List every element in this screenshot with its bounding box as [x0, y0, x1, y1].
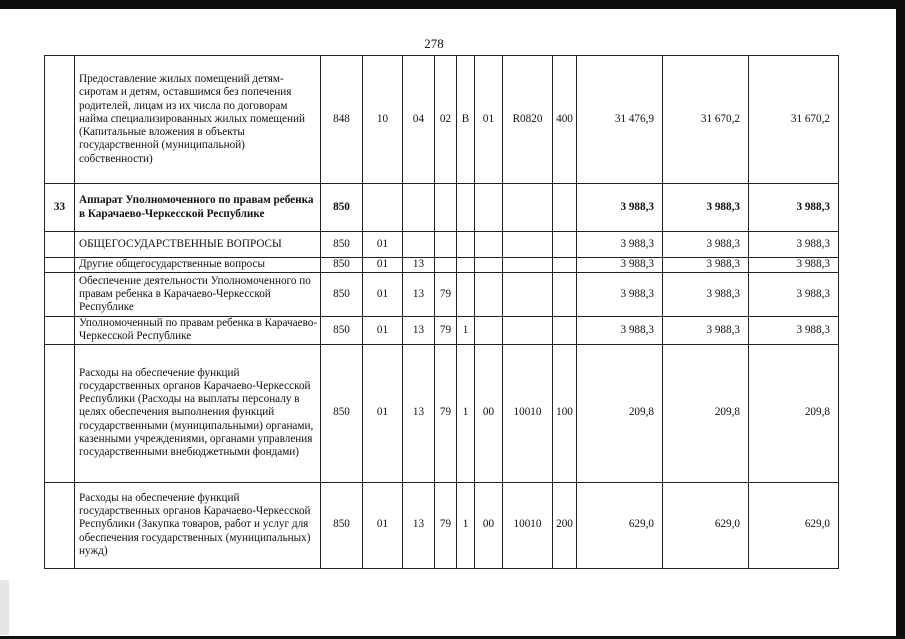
amount-year1-cell: 3 988,3 [577, 184, 663, 232]
budget-table [44, 55, 839, 569]
section-code-cell: 01 [363, 258, 403, 273]
section-code-cell: 01 [363, 232, 403, 258]
amount-year1-cell: 3 988,3 [577, 258, 663, 273]
subprogram-code-cell: В [457, 56, 475, 184]
program-code-cell: 02 [435, 56, 457, 184]
amount-year3-cell: 3 988,3 [749, 184, 839, 232]
table-row [45, 344, 839, 482]
expense-type-cell: 400 [553, 56, 577, 184]
direction-code-cell: 10010 [503, 482, 553, 568]
table-row [45, 258, 839, 273]
section-code-cell: 01 [363, 273, 403, 317]
page-number: 278 [424, 36, 444, 51]
amount-year3-cell: 3 988,3 [749, 273, 839, 317]
amount-year2-cell: 3 988,3 [663, 258, 749, 273]
subsection-code-cell: 13 [403, 344, 435, 482]
section-code-cell: 10 [363, 56, 403, 184]
row-number-cell [45, 258, 75, 273]
amount-year3-cell: 31 670,2 [749, 56, 839, 184]
event-code-cell [475, 258, 503, 273]
table-row [45, 317, 839, 345]
ministry-code-cell: 850 [321, 482, 363, 568]
expense-type-cell [553, 232, 577, 258]
ministry-code-cell: 850 [321, 273, 363, 317]
expense-type-cell: 100 [553, 344, 577, 482]
ministry-code-cell: 850 [321, 344, 363, 482]
item-name-cell: Уполномоченный по правам ребенка в Карачаево-Черкесской Республике [75, 317, 321, 345]
amount-year2-cell: 3 988,3 [663, 317, 749, 345]
amount-year1-cell: 31 476,9 [577, 56, 663, 184]
section-code-cell: 01 [363, 482, 403, 568]
scan-top-edge [0, 0, 905, 9]
event-code-cell [475, 232, 503, 258]
event-code-cell: 00 [475, 344, 503, 482]
subsection-code-cell: 13 [403, 482, 435, 568]
section-code-cell: 01 [363, 344, 403, 482]
program-code-cell [435, 258, 457, 273]
subsection-code-cell [403, 232, 435, 258]
direction-code-cell [503, 232, 553, 258]
ministry-code-cell: 850 [321, 317, 363, 345]
expense-type-cell [553, 184, 577, 232]
subprogram-code-cell: 1 [457, 317, 475, 345]
item-name-cell: Предоставление жилых помещений детям-сиротам и детям, оставшимся без попечения родителей, лицам из их числа по договорам найма специализированных жилых помещений (Капитальные вложения в объекты государственной (муниципальной) собственности) [75, 56, 321, 184]
expense-type-cell [553, 258, 577, 273]
ministry-code-cell: 850 [321, 258, 363, 273]
program-code-cell: 79 [435, 273, 457, 317]
table-row [45, 56, 839, 184]
subsection-code-cell: 04 [403, 56, 435, 184]
amount-year2-cell: 31 670,2 [663, 56, 749, 184]
amount-year2-cell: 629,0 [663, 482, 749, 568]
amount-year1-cell: 3 988,3 [577, 317, 663, 345]
section-code-cell [363, 184, 403, 232]
event-code-cell [475, 273, 503, 317]
subprogram-code-cell: 1 [457, 344, 475, 482]
item-name-cell: ОБЩЕГОСУДАРСТВЕННЫЕ ВОПРОСЫ [75, 232, 321, 258]
amount-year1-cell: 3 988,3 [577, 273, 663, 317]
ministry-code-cell: 850 [321, 184, 363, 232]
table-row [45, 184, 839, 232]
subprogram-code-cell [457, 273, 475, 317]
item-name-cell: Аппарат Уполномоченного по правам ребенка в Карачаево-Черкесской Республике [75, 184, 321, 232]
amount-year2-cell: 209,8 [663, 344, 749, 482]
row-number-cell [45, 317, 75, 345]
section-code-cell: 01 [363, 317, 403, 345]
table-body [45, 56, 839, 569]
item-name-cell: Расходы на обеспечение функций государственных органов Карачаево-Черкесской Республики (Расходы на выплаты персоналу в целях обеспечения выполнения функций государственными (муниципальными) органами, казенными учреждениями, органами управления государственными внебюджетными фондами) [75, 344, 321, 482]
event-code-cell [475, 184, 503, 232]
program-code-cell: 79 [435, 317, 457, 345]
row-number-cell [45, 56, 75, 184]
scan-right-edge [896, 0, 905, 639]
event-code-cell: 00 [475, 482, 503, 568]
amount-year2-cell: 3 988,3 [663, 273, 749, 317]
program-code-cell [435, 184, 457, 232]
direction-code-cell [503, 184, 553, 232]
direction-code-cell [503, 273, 553, 317]
event-code-cell [475, 317, 503, 345]
expense-type-cell [553, 317, 577, 345]
expense-type-cell [553, 273, 577, 317]
row-number-cell [45, 482, 75, 568]
direction-code-cell [503, 317, 553, 345]
program-code-cell: 79 [435, 344, 457, 482]
program-code-cell [435, 232, 457, 258]
table-row [45, 273, 839, 317]
event-code-cell: 01 [475, 56, 503, 184]
table-row [45, 232, 839, 258]
subprogram-code-cell [457, 232, 475, 258]
amount-year1-cell: 209,8 [577, 344, 663, 482]
ministry-code-cell: 848 [321, 56, 363, 184]
amount-year2-cell: 3 988,3 [663, 184, 749, 232]
direction-code-cell: R0820 [503, 56, 553, 184]
amount-year1-cell: 629,0 [577, 482, 663, 568]
amount-year3-cell: 209,8 [749, 344, 839, 482]
amount-year3-cell: 3 988,3 [749, 232, 839, 258]
amount-year3-cell: 629,0 [749, 482, 839, 568]
row-number-cell: 33 [45, 184, 75, 232]
program-code-cell: 79 [435, 482, 457, 568]
amount-year3-cell: 3 988,3 [749, 258, 839, 273]
item-name-cell: Расходы на обеспечение функций государственных органов Карачаево-Черкесской Республики (Закупка товаров, работ и услуг для обеспечения государственных (муниципальных) нужд) [75, 482, 321, 568]
item-name-cell: Обеспечение деятельности Уполномоченного по правам ребенка в Карачаево-Черкесской Республике [75, 273, 321, 317]
subprogram-code-cell [457, 258, 475, 273]
item-name-cell: Другие общегосударственные вопросы [75, 258, 321, 273]
subprogram-code-cell: 1 [457, 482, 475, 568]
direction-code-cell: 10010 [503, 344, 553, 482]
amount-year1-cell: 3 988,3 [577, 232, 663, 258]
direction-code-cell [503, 258, 553, 273]
amount-year3-cell: 3 988,3 [749, 317, 839, 345]
subprogram-code-cell [457, 184, 475, 232]
scan-smudge [0, 580, 9, 635]
expense-type-cell: 200 [553, 482, 577, 568]
subsection-code-cell: 13 [403, 317, 435, 345]
row-number-cell [45, 232, 75, 258]
row-number-cell [45, 344, 75, 482]
subsection-code-cell [403, 184, 435, 232]
row-number-cell [45, 273, 75, 317]
subsection-code-cell: 13 [403, 258, 435, 273]
ministry-code-cell: 850 [321, 232, 363, 258]
table-row [45, 482, 839, 568]
amount-year2-cell: 3 988,3 [663, 232, 749, 258]
subsection-code-cell: 13 [403, 273, 435, 317]
